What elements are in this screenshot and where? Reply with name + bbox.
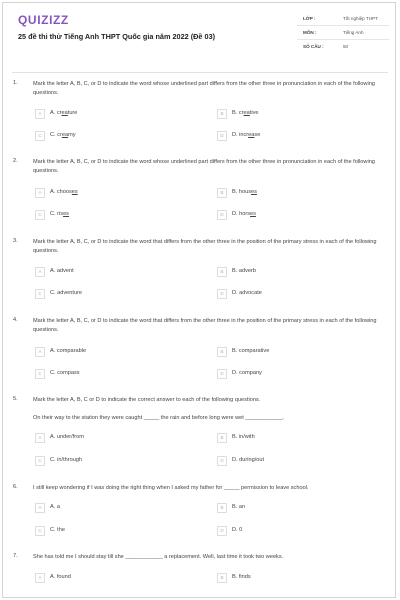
option-letter-box: A: [35, 109, 45, 119]
option-letter-box: A: [35, 503, 45, 513]
quizizz-logo: QUIZIZZ: [18, 13, 69, 27]
meta-label: SỐ CÂU :: [303, 44, 324, 49]
option-text: C. adventure: [50, 290, 83, 296]
option-text: D. company: [232, 370, 262, 376]
option-letter-box: A: [35, 347, 45, 357]
option-letter-box: A: [35, 433, 45, 443]
option-text: B. finds: [232, 574, 251, 580]
meta-value: Tiếng Anh: [343, 30, 364, 35]
option-letter-box: D: [217, 456, 227, 466]
option-text: A. found: [50, 574, 71, 580]
option-text: A. comparable: [50, 348, 87, 354]
question-number: 6.: [13, 484, 18, 490]
option-text: C. compass: [50, 370, 80, 376]
option-text: A. creature: [50, 110, 78, 116]
worksheet-header: [0, 0, 400, 72]
question-number: 7.: [13, 553, 18, 559]
option-text: C. in/through: [50, 457, 83, 463]
meta-label: MÔN :: [303, 30, 317, 35]
meta-info-table: [297, 12, 389, 53]
question-number: 3.: [13, 238, 18, 244]
option-text: D. during/out: [232, 457, 265, 463]
question-text: She has told me I should stay till she ____________ a replacement. Well, last time it took two weeks.: [33, 554, 284, 560]
option-text: D. 0: [232, 527, 243, 533]
option-text: B. in/with: [232, 434, 255, 440]
meta-row-subject: [297, 26, 389, 40]
header-divider: [12, 72, 388, 73]
meta-row-question-count: [297, 40, 389, 53]
option-letter-box: B: [217, 109, 227, 119]
option-text: D. increase: [232, 132, 261, 138]
option-text: B. comparative: [232, 348, 270, 354]
option-letter-box: C: [35, 289, 45, 299]
option-text: B. creative: [232, 110, 259, 116]
option-text: A. a: [50, 504, 60, 510]
option-letter-box: D: [217, 526, 227, 536]
question-number: 2.: [13, 158, 18, 164]
question-text: On their way to the station they were caught _____ the rain and before long were wet ____________.: [33, 415, 285, 421]
option-text: C. rises: [50, 211, 69, 217]
option-letter-box: D: [217, 131, 227, 141]
option-text: B. houses: [232, 189, 257, 195]
meta-label: LỚP :: [303, 16, 316, 21]
option-letter-box: B: [217, 188, 227, 198]
question-text: Mark the letter A, B, C, or D to indicate the word that differs from the other three in the position of the primary stress in each of the following questions.: [33, 318, 377, 333]
option-letter-box: A: [35, 188, 45, 198]
option-text: A. chooses: [50, 189, 78, 195]
option-text: D. horses: [232, 211, 256, 217]
option-text: D. advocate: [232, 290, 262, 296]
option-letter-box: C: [35, 526, 45, 536]
document-title: 25 đề thi thử Tiếng Anh THPT Quốc gia năm 2022 (Đề 03): [18, 32, 216, 41]
option-letter-box: B: [217, 267, 227, 277]
option-letter-box: D: [217, 289, 227, 299]
meta-value: Tốt nghiệp THPT: [343, 16, 378, 21]
question-number: 4.: [13, 317, 18, 323]
question-text: Mark the letter A, B, C, or D to indicate the word whose underlined part differs from the other three in pronunciation in each of the following questions.: [33, 159, 375, 174]
question-number: 5.: [13, 396, 18, 402]
option-text: B. an: [232, 504, 246, 510]
option-letter-box: A: [35, 267, 45, 277]
question-text: I still keep wondering if I was doing the right thing when I asked my father for _____ permission to leave school.: [33, 485, 309, 491]
option-letter-box: B: [217, 503, 227, 513]
option-text: A. advent: [50, 268, 74, 274]
option-letter-box: C: [35, 369, 45, 379]
option-letter-box: D: [217, 210, 227, 220]
option-text: C. creamy: [50, 132, 76, 138]
option-letter-box: C: [35, 456, 45, 466]
option-text: C. the: [50, 527, 65, 533]
question-text: Mark the letter A, B, C, or D to indicate the word that differs from the other three in the position of the primary stress in each of the following questions.: [33, 239, 377, 254]
option-letter-box: C: [35, 131, 45, 141]
option-letter-box: A: [35, 573, 45, 583]
option-text: B. adverb: [232, 268, 256, 274]
option-letter-box: B: [217, 347, 227, 357]
question-instruction: Mark the letter A, B, C or D to indicate the correct answer to each of the following questions.: [33, 397, 261, 403]
option-letter-box: C: [35, 210, 45, 220]
meta-row-class: [297, 12, 389, 26]
option-text: A. under/from: [50, 434, 84, 440]
meta-value: 50: [343, 44, 349, 49]
option-letter-box: B: [217, 573, 227, 583]
option-letter-box: D: [217, 369, 227, 379]
option-letter-box: B: [217, 433, 227, 443]
question-number: 1.: [13, 80, 18, 86]
question-text: Mark the letter A, B, C, or D to indicate the word whose underlined part differs from the other three in pronunciation in each of the following questions.: [33, 81, 375, 96]
